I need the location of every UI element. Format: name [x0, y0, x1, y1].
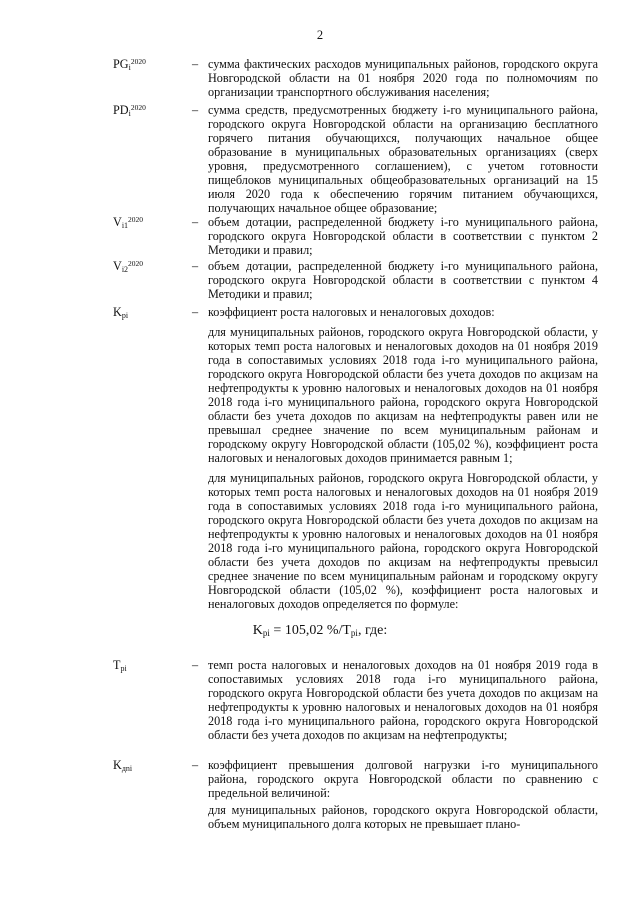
symbol-pd: $PD_i^{2020}$	[113, 103, 146, 118]
definition-text: объем дотации, распределенной бюджету i-го муниципального района, городского округа Новгородской области в соответствии с пунктом 2 Методики и правил;	[208, 215, 598, 257]
definition-text: сумма средств, предусмотренных бюджету i-го муниципального района, городского округа Новгородской области на организацию бесплатного горячего питания обучающихся, получающих начальное общее образование в муниципальных образовательных организациях (сверх уровня, предусмотренного соглашением), с учетом готовности пищеблоков муниципальных общеобразовательных организаций на 15 июля 2020 года к обеспечению горячим питанием обучающихся, получающих начальное общее образование;	[208, 103, 598, 215]
symbol-v-i1: $V_{i1}^{2020}$	[113, 215, 144, 230]
formula-kpi: $K_{pi} = 105,02$ $\%/T_{pi}$, где:	[252, 623, 388, 638]
definition-dash: –	[192, 758, 199, 772]
definition-text: коэффициент роста налоговых и неналоговых доходов:	[208, 305, 495, 319]
definition-dash: –	[192, 658, 199, 672]
kpi-case-2: для муниципальных районов, городского округа Новгородской области, у которых темп роста налоговых и неналоговых доходов на 01 ноября 2019 года в сопоставимых условиях 2018 года i-го муниципального района, городского округа Новгородской области без учета доходов по акцизам на нефтепродукты к уровню налоговых и неналоговых доходов на 01 ноября 2018 года i-го муниципального района, городского округа Новгородской области без учета доходов по акцизам на нефтепродукты превысил среднее значение по всем муниципальным районам и городскому округу Новгородской области (105,02 %), коэффициент роста налоговых и неналоговых доходов определяется по формуле:	[208, 471, 598, 611]
definition-dash: –	[192, 103, 199, 117]
definition-text: объем дотации, распределенной бюджету i-го муниципального района, городского округа Новгородской области в соответствии с пунктом 4 Методики и правил;	[208, 259, 598, 301]
definition-dash: –	[192, 259, 199, 273]
symbol-k-pi: $K_{pi}$	[113, 305, 129, 320]
page-number: 2	[316, 28, 324, 42]
symbol-k-dni: $K_{дni}$	[113, 758, 133, 773]
kdni-case-1: для муниципальных районов, городского округа Новгородской области, объем муниципального долга которых не превышает плано-	[208, 803, 598, 831]
symbol-pg: $PG_i^{2020}$	[113, 57, 146, 72]
symbol-v-i2: $V_{i2}^{2020}$	[113, 259, 144, 274]
definition-text: темп роста налоговых и неналоговых доходов на 01 ноября 2019 года в сопоставимых условиях 2018 года i-го муниципального района, городского округа Новгородской области без учета доходов по акцизам на нефтепродукты к уровню налоговых и неналоговых доходов на 01 ноября 2018 года i-го муниципального района, городского округа Новгородской области без учета доходов по акцизам на нефтепродукты;	[208, 658, 598, 742]
kpi-case-1: для муниципальных районов, городского округа Новгородской области, у которых темп роста налоговых и неналоговых доходов на 01 ноября 2019 года в сопоставимых условиях 2018 года i-го муниципального района, городского округа Новгородской области без учета доходов по акцизам на нефтепродукты к уровню налоговых и неналоговых доходов на 01 ноября 2018 года i-го муниципального района, городского округа Новгородской области без учета доходов по акцизам на нефтепродукты равен или не превышал среднее значение по всем муниципальным районам и городскому округу Новгородской области (105,02 %), коэффициент роста налоговых и неналоговых доходов принимается равным 1;	[208, 325, 598, 465]
definition-text: коэффициент превышения долговой нагрузки i-го муниципального района, городского округа Новгородской области по сравнению с предельной величиной:	[208, 758, 598, 800]
definition-text: сумма фактических расходов муниципальных районов, городского округа Новгородской области на 01 ноября 2020 года по полномочиям по организации транспортного обслуживания населения;	[208, 57, 598, 99]
definition-dash: –	[192, 305, 199, 319]
definition-dash: –	[192, 215, 199, 229]
symbol-t-pi: $T_{pi}$	[113, 658, 127, 673]
definition-dash: –	[192, 57, 199, 71]
